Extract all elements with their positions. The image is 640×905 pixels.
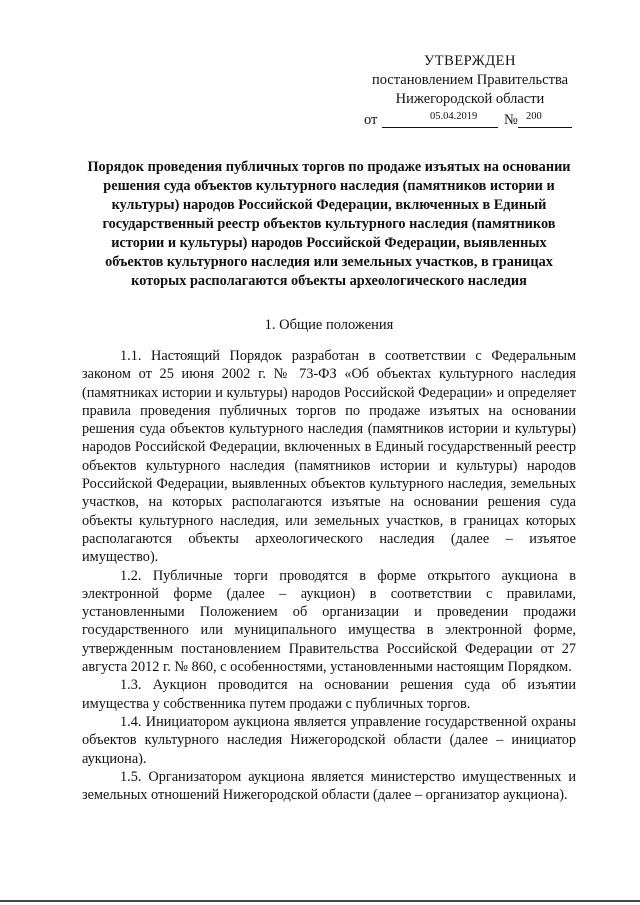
approval-date: 05.04.2019 bbox=[430, 111, 478, 122]
paragraph-1-4: 1.4. Инициатором аукциона является управление государственной охраны объектов культурного наследия Нижегородской области (далее – инициатор аукциона). bbox=[82, 713, 576, 767]
approval-number: 200 bbox=[526, 111, 542, 122]
paragraph-1-2: 1.2. Публичные торги проводятся в форме открытого аукциона в электронной форме (далее – аукцион) в соответствии с правилами, установленными Положением об организации и проведении продажи государственного или муниципального имущества в электронной форме, утвержденным постановлением Правительства Российской Федерации от 27 августа 2012 г. № 860, с особенностями, установленными настоящим Порядком. bbox=[82, 567, 576, 676]
section-heading: 1. Общие положения bbox=[264, 317, 394, 333]
date-underline bbox=[382, 127, 498, 128]
from-label: от bbox=[364, 112, 378, 128]
document-title: Порядок проведения публичных торгов по продаже изъятых на основании решения суда объектов культурного наследия (памятников истории и культуры) народов Российской Федерации, включенных в Единый государственный реестр объектов культурного наследия (памятников истории и культуры) народов Российской Федерации, выявленных объектов культурного наследия или земельных участков, в границах которых располагаются объекты археологического наследия bbox=[87, 159, 571, 289]
number-underline bbox=[518, 127, 572, 128]
number-label: № bbox=[504, 112, 518, 128]
approval-issuer-line: постановлением Правительства bbox=[371, 72, 569, 88]
document-body bbox=[82, 347, 576, 804]
page-bottom-edge bbox=[0, 900, 640, 902]
approval-stamp bbox=[364, 52, 576, 129]
paragraph-1-1: 1.1. Настоящий Порядок разработан в соответствии с Федеральным законом от 25 июня 2002 г. № 73-ФЗ «Об объектах культурного наследия (памятниках истории и культуры) народов Российской Федерации» и определяет правила проведения публичных торгов по продаже изъятых на основании решения суда объектов культурного наследия (памятников истории и культуры) народов Российской Федерации, включенных в Единый государственный реестр объектов культурного наследия (памятников истории и культуры) народов Российской Федерации, выявленных объектов культурного наследия, земельных участков, на которых располагаются изъятые на основании решения суда объекты культурного наследия, или земельных участков, в границах которых располагаются объекты археологического наследия (далее – изъятое имущество). bbox=[82, 348, 576, 566]
approval-heading: УТВЕРЖДЕН bbox=[424, 53, 516, 69]
approval-region-line: Нижегородской области bbox=[395, 91, 545, 107]
paragraph-1-3: 1.3. Аукцион проводится на основании решения суда об изъятии имущества у собственника путем продажи с публичных торгов. bbox=[82, 677, 576, 712]
paragraph-1-5: 1.5. Организатором аукциона является министерство имущественных и земельных отношений Нижегородской области (далее – организатор аукциона). bbox=[82, 768, 576, 804]
approval-date-line bbox=[364, 109, 576, 129]
